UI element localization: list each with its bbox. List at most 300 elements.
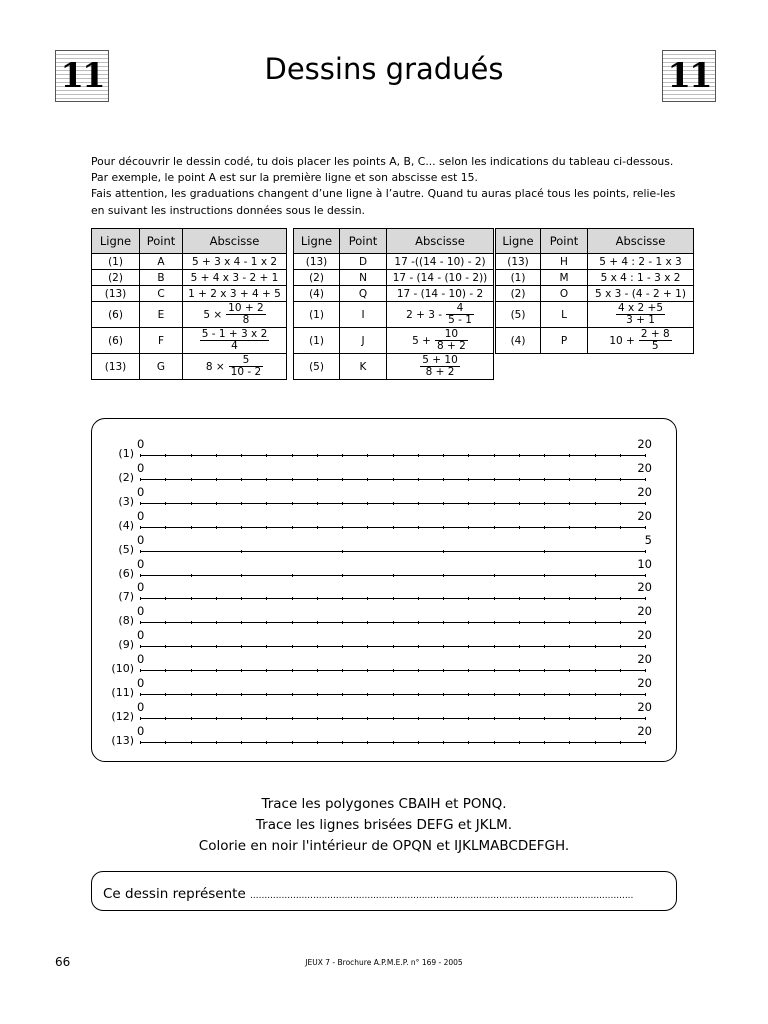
graduation-tick	[468, 717, 469, 720]
graduation-tick	[292, 741, 293, 744]
table-row	[92, 270, 287, 286]
graduation-tick	[266, 526, 267, 529]
graduation-tick	[342, 454, 343, 457]
table-row	[294, 328, 494, 354]
graduation-tick	[216, 693, 217, 696]
graduation-tick	[519, 693, 520, 696]
graduation-tick	[241, 645, 242, 648]
table-row	[496, 302, 694, 328]
line-end-value: 20	[637, 700, 652, 714]
graduation-tick	[569, 717, 570, 720]
graduation-tick	[241, 621, 242, 624]
graduation-tick	[620, 645, 621, 648]
graduation-tick	[165, 478, 166, 481]
fraction-denominator: 3 + 1	[626, 314, 655, 326]
graduation-tick	[165, 502, 166, 505]
graduation-tick	[317, 741, 318, 744]
line-start-value: 0	[137, 557, 145, 571]
graduation-tick	[393, 526, 394, 529]
line-number-label: (10)	[111, 662, 134, 675]
graduation-tick	[191, 574, 192, 577]
graduation-tick	[494, 454, 495, 457]
line-end-value: 20	[637, 676, 652, 690]
line-end-value: 20	[637, 485, 652, 499]
line-number-label: (12)	[111, 710, 134, 723]
graduation-tick	[544, 454, 545, 457]
graduation-tick	[241, 574, 242, 577]
expression-prefix: 8 ×	[205, 360, 225, 373]
fraction	[435, 329, 468, 352]
graduation-tick	[418, 502, 419, 505]
graduation-tick	[645, 574, 646, 577]
cell-ligne: (13)	[92, 354, 140, 380]
column-header: Ligne	[496, 229, 541, 254]
line-end-value: 20	[637, 604, 652, 618]
instruction-broken-lines: Trace les lignes brisées DEFG et JKLM.	[255, 817, 513, 833]
graduation-tick	[595, 502, 596, 505]
expression-prefix: 5 ×	[203, 308, 223, 321]
graduation-tick	[595, 621, 596, 624]
graduation-tick	[216, 502, 217, 505]
cell-ligne: (1)	[294, 328, 340, 354]
cell-ligne: (5)	[496, 302, 541, 328]
graduation-tick	[292, 478, 293, 481]
cell-abscisse	[387, 328, 494, 354]
graduation-tick	[292, 717, 293, 720]
cell-abscisse	[183, 328, 287, 354]
cell-abscisse: 5 x 3 - (4 - 2 + 1)	[588, 286, 694, 302]
graduation-tick	[468, 502, 469, 505]
graduation-tick	[266, 502, 267, 505]
graduation-tick	[342, 526, 343, 529]
graduation-tick	[645, 478, 646, 481]
line-start-value: 0	[137, 437, 145, 451]
fraction-numerator: 5 + 10	[422, 353, 458, 366]
graduation-tick	[393, 454, 394, 457]
cell-ligne: (6)	[92, 328, 140, 354]
graduation-tick	[620, 669, 621, 672]
graduation-tick	[165, 741, 166, 744]
graduation-tick	[569, 621, 570, 624]
graduation-tick	[367, 454, 368, 457]
graduation-tick	[191, 717, 192, 720]
line-start-value: 0	[137, 485, 145, 499]
fraction	[639, 329, 672, 352]
graduation-tick	[595, 741, 596, 744]
cell-point: D	[340, 254, 387, 270]
graduation-tick	[468, 526, 469, 529]
cell-ligne: (13)	[92, 286, 140, 302]
graduation-tick	[595, 717, 596, 720]
graduated-line	[140, 527, 645, 528]
graduation-tick	[342, 597, 343, 600]
graduation-tick	[241, 741, 242, 744]
graduation-tick	[140, 478, 141, 481]
graduation-tick	[292, 502, 293, 505]
graduation-tick	[241, 502, 242, 505]
graduation-tick	[140, 597, 141, 600]
line-start-value: 0	[137, 724, 145, 738]
graduation-tick	[468, 597, 469, 600]
fraction-denominator: 8 + 2	[425, 366, 455, 378]
cell-point: Q	[340, 286, 387, 302]
table-row	[294, 302, 494, 328]
graduation-tick	[519, 454, 520, 457]
graduation-tick	[494, 526, 495, 529]
line-start-value: 0	[137, 700, 145, 714]
graduation-tick	[645, 454, 646, 457]
table-row	[496, 254, 694, 270]
graduated-line	[140, 646, 645, 647]
graduation-tick	[140, 502, 141, 505]
column-header: Ligne	[92, 229, 140, 254]
graduation-tick	[443, 502, 444, 505]
graduated-line	[140, 503, 645, 504]
line-end-value: 20	[637, 628, 652, 642]
graduation-tick	[367, 621, 368, 624]
graduation-tick	[443, 717, 444, 720]
table-row	[496, 270, 694, 286]
coordinates-table	[91, 228, 287, 380]
graduation-tick	[216, 621, 217, 624]
graduation-tick	[418, 526, 419, 529]
column-header: Abscisse	[387, 229, 494, 254]
fraction-numerator: 4	[446, 303, 474, 315]
cell-ligne: (2)	[496, 286, 541, 302]
line-start-value: 0	[137, 676, 145, 690]
graduation-tick	[544, 478, 545, 481]
line-start-value: 0	[137, 652, 145, 666]
activity-number: 11	[667, 56, 711, 96]
cell-point: B	[140, 270, 183, 286]
graduation-tick	[393, 669, 394, 672]
graduation-tick	[266, 669, 267, 672]
graduation-tick	[494, 478, 495, 481]
graduation-tick	[342, 478, 343, 481]
cell-abscisse: 1 + 2 x 3 + 4 + 5	[183, 286, 287, 302]
graduation-tick	[165, 693, 166, 696]
fraction-numerator: 2 + 8	[640, 327, 670, 340]
cell-point: G	[140, 354, 183, 380]
graduated-line	[140, 479, 645, 480]
cell-abscisse	[387, 354, 494, 380]
graduated-line	[140, 742, 645, 743]
graduation-tick	[620, 502, 621, 505]
cell-ligne: (1)	[496, 270, 541, 286]
column-header: Abscisse	[183, 229, 287, 254]
graduation-tick	[317, 597, 318, 600]
table-row	[92, 302, 287, 328]
graduation-tick	[494, 645, 495, 648]
graduation-tick	[468, 693, 469, 696]
column-header: Point	[340, 229, 387, 254]
graduation-tick	[443, 574, 444, 577]
graduation-tick	[418, 645, 419, 648]
graduation-tick	[241, 717, 242, 720]
line-number-label: (7)	[118, 590, 134, 603]
cell-point: O	[541, 286, 588, 302]
graduation-tick	[216, 478, 217, 481]
graduation-tick	[191, 454, 192, 457]
graduation-tick	[367, 741, 368, 744]
fraction-denominator: 10 - 2	[230, 366, 262, 378]
answer-dots: ......................................................................................................................................	[250, 891, 634, 901]
graduation-tick	[266, 621, 267, 624]
graduation-tick	[443, 669, 444, 672]
graduation-tick	[620, 454, 621, 457]
graduated-line	[140, 622, 645, 623]
cell-abscisse: 5 + 3 x 4 - 1 x 2	[183, 254, 287, 270]
line-end-value: 20	[637, 461, 652, 475]
cell-ligne: (1)	[92, 254, 140, 270]
line-end-value: 20	[637, 580, 652, 594]
graduation-tick	[216, 669, 217, 672]
graduation-tick	[191, 645, 192, 648]
fraction-denominator: 8	[242, 314, 250, 326]
table-row	[92, 328, 287, 354]
graduation-tick	[140, 550, 141, 553]
intro-paragraph	[91, 154, 681, 219]
graduated-line	[140, 551, 645, 552]
line-start-value: 0	[137, 604, 145, 618]
graduation-tick	[140, 454, 141, 457]
expression-prefix: 2 + 3 -	[406, 308, 443, 321]
graduation-tick	[266, 717, 267, 720]
table-row	[92, 286, 287, 302]
graduation-tick	[443, 550, 444, 553]
graduation-tick	[595, 574, 596, 577]
column-header: Abscisse	[588, 229, 694, 254]
cell-abscisse: 17 - (14 - 10) - 2	[387, 286, 494, 302]
graduation-tick	[292, 621, 293, 624]
graduation-tick	[191, 502, 192, 505]
graduation-tick	[645, 741, 646, 744]
graduation-tick	[595, 454, 596, 457]
table-row	[294, 286, 494, 302]
graduation-tick	[418, 597, 419, 600]
line-number-label: (6)	[118, 567, 134, 580]
cell-point: N	[340, 270, 387, 286]
graduation-tick	[468, 478, 469, 481]
graduation-tick	[367, 693, 368, 696]
graduation-tick	[620, 621, 621, 624]
graduation-tick	[393, 717, 394, 720]
line-number-label: (9)	[118, 638, 134, 651]
page-number: 66	[55, 955, 71, 969]
graduation-tick	[519, 741, 520, 744]
cell-abscisse: 5 x 4 : 1 - 3 x 2	[588, 270, 694, 286]
graduation-tick	[317, 645, 318, 648]
graduation-tick	[342, 669, 343, 672]
cell-point: P	[541, 328, 588, 354]
graduation-tick	[595, 645, 596, 648]
graduation-tick	[443, 526, 444, 529]
drawing-frame	[91, 418, 677, 762]
cell-abscisse: 17 - (14 - (10 - 2))	[387, 270, 494, 286]
graduation-tick	[393, 693, 394, 696]
graduation-tick	[216, 526, 217, 529]
intro-line: Fais attention, les graduations changent d’une ligne à l’autre. Quand tu auras placé tous les points, relie-les	[91, 187, 676, 201]
graduation-tick	[569, 526, 570, 529]
graduation-tick	[645, 717, 646, 720]
graduation-tick	[367, 478, 368, 481]
fraction-numerator: 5 - 1 + 3 x 2	[201, 327, 268, 340]
graduation-tick	[292, 669, 293, 672]
graduation-tick	[266, 597, 267, 600]
graduation-tick	[620, 741, 621, 744]
graduation-tick	[342, 621, 343, 624]
graduation-tick	[468, 454, 469, 457]
table-row	[294, 254, 494, 270]
graduation-tick	[191, 526, 192, 529]
cell-point: I	[340, 302, 387, 328]
graduation-tick	[519, 597, 520, 600]
graduation-tick	[544, 502, 545, 505]
graduation-tick	[418, 621, 419, 624]
graduation-tick	[468, 645, 469, 648]
cell-abscisse	[183, 302, 287, 328]
cell-point: K	[340, 354, 387, 380]
graduation-tick	[317, 669, 318, 672]
graduation-tick	[519, 526, 520, 529]
line-end-value: 20	[637, 437, 652, 451]
graduation-tick	[519, 502, 520, 505]
graduation-tick	[140, 621, 141, 624]
graduation-tick	[317, 454, 318, 457]
page-title: Dessins gradués	[264, 52, 504, 86]
graduation-tick	[569, 454, 570, 457]
line-end-value: 20	[637, 652, 652, 666]
line-end-value: 20	[637, 509, 652, 523]
graduation-tick	[468, 669, 469, 672]
graduation-tick	[519, 645, 520, 648]
fraction-numerator: 10 + 2	[228, 301, 264, 314]
graduation-tick	[367, 502, 368, 505]
fraction-numerator: 4 x 2 +5	[617, 301, 664, 314]
graduation-tick	[191, 669, 192, 672]
graduation-tick	[140, 526, 141, 529]
graduation-tick	[645, 597, 646, 600]
graduation-tick	[595, 693, 596, 696]
graduation-tick	[418, 669, 419, 672]
graduation-tick	[241, 597, 242, 600]
graduation-tick	[494, 741, 495, 744]
footer-source: JEUX 7 - Brochure A.P.M.E.P. n° 169 - 2005	[305, 958, 463, 967]
graduation-tick	[241, 454, 242, 457]
line-number-label: (11)	[111, 686, 134, 699]
expression-prefix: 10 +	[609, 334, 635, 347]
graduation-tick	[443, 645, 444, 648]
graduation-tick	[494, 717, 495, 720]
graduation-tick	[191, 597, 192, 600]
graduation-tick	[140, 693, 141, 696]
graduation-tick	[317, 693, 318, 696]
line-number-label: (8)	[118, 614, 134, 627]
graduation-tick	[191, 478, 192, 481]
graduation-tick	[191, 621, 192, 624]
line-start-value: 0	[137, 509, 145, 523]
graduation-tick	[317, 526, 318, 529]
fraction	[200, 329, 270, 352]
line-end-value: 20	[637, 724, 652, 738]
table-row	[294, 354, 494, 380]
graduation-tick	[393, 597, 394, 600]
graduation-tick	[216, 645, 217, 648]
graduation-tick	[418, 478, 419, 481]
table-row	[92, 254, 287, 270]
graduation-tick	[367, 526, 368, 529]
line-number-label: (3)	[118, 495, 134, 508]
graduation-tick	[544, 741, 545, 744]
table-row	[294, 270, 494, 286]
cell-abscisse	[588, 302, 694, 328]
graduation-tick	[317, 478, 318, 481]
graduation-tick	[241, 669, 242, 672]
graduation-tick	[620, 693, 621, 696]
line-number-label: (1)	[118, 447, 134, 460]
fraction-numerator: 10	[435, 329, 468, 341]
graduation-tick	[191, 693, 192, 696]
graduation-tick	[342, 550, 343, 553]
graduation-tick	[165, 669, 166, 672]
cell-ligne: (1)	[294, 302, 340, 328]
graduation-tick	[595, 526, 596, 529]
graduation-tick	[494, 502, 495, 505]
graduation-tick	[620, 597, 621, 600]
cell-abscisse: 5 + 4 x 3 - 2 + 1	[183, 270, 287, 286]
line-start-value: 0	[137, 533, 145, 547]
cell-point: H	[541, 254, 588, 270]
line-start-value: 0	[137, 628, 145, 642]
graduation-tick	[367, 645, 368, 648]
graduation-tick	[494, 574, 495, 577]
graduation-tick	[292, 574, 293, 577]
graduated-line	[140, 694, 645, 695]
graduation-tick	[544, 621, 545, 624]
graduation-tick	[544, 550, 545, 553]
line-end-value: 10	[637, 557, 652, 571]
graduation-tick	[418, 717, 419, 720]
cell-point: A	[140, 254, 183, 270]
column-header: Point	[541, 229, 588, 254]
fraction-denominator: 5 - 1	[448, 314, 472, 326]
graduation-tick	[494, 669, 495, 672]
cell-point: F	[140, 328, 183, 354]
instruction-coloring: Colorie en noir l'intérieur de OPQN et IJKLMABCDEFGH.	[198, 838, 570, 854]
cell-point: E	[140, 302, 183, 328]
cell-abscisse	[183, 354, 287, 380]
graduation-tick	[544, 717, 545, 720]
graduated-line	[140, 718, 645, 719]
graduation-tick	[342, 502, 343, 505]
graduated-line	[140, 670, 645, 671]
column-header: Ligne	[294, 229, 340, 254]
graduation-tick	[620, 526, 621, 529]
graduation-tick	[165, 597, 166, 600]
table-row	[496, 286, 694, 302]
answer-box[interactable]	[91, 871, 677, 911]
table-row	[496, 328, 694, 354]
graduation-tick	[544, 597, 545, 600]
activity-number: 11	[60, 56, 104, 96]
graduation-tick	[620, 478, 621, 481]
fraction-denominator: 5	[651, 340, 659, 352]
graduation-tick	[468, 621, 469, 624]
graduation-tick	[367, 669, 368, 672]
graduation-tick	[367, 717, 368, 720]
graduation-tick	[569, 693, 570, 696]
fraction	[229, 355, 264, 378]
